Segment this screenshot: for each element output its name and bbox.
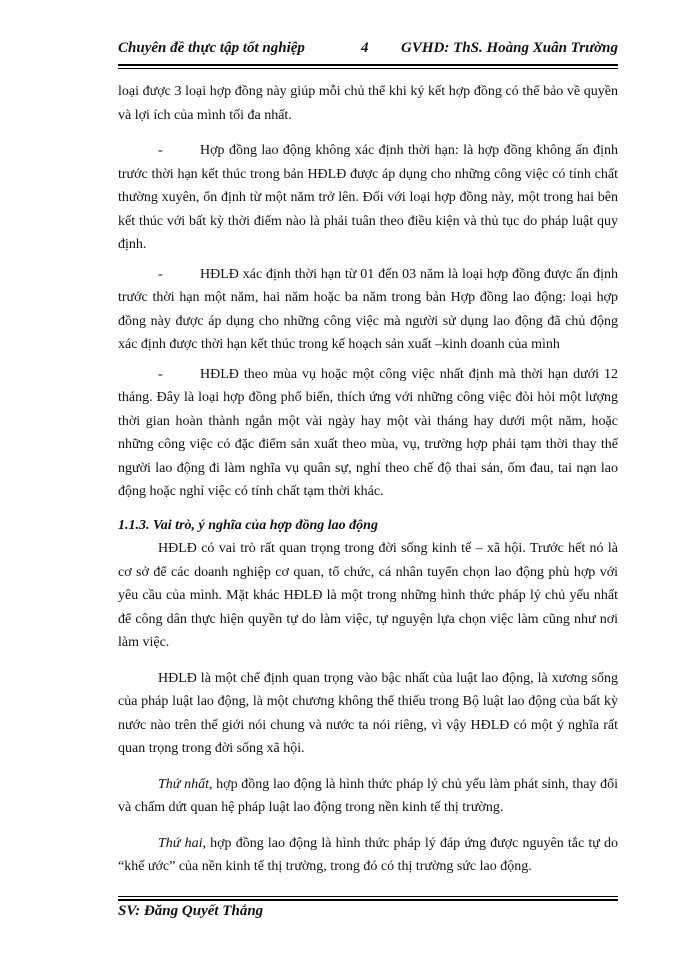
list-item	[118, 139, 618, 257]
paragraph-text: , hợp đồng lao động là hình thức pháp lý chủ yếu làm phát sinh, thay đổi và chấm dứt quan hệ pháp luật lao động trong nền kinh tế thị trường.	[118, 776, 619, 815]
paragraph-lead: Thứ hai	[158, 835, 203, 851]
paragraph: HĐLĐ là một chế định quan trọng vào bậc nhất của luật lao động, là xương sống của pháp luật lao động, là một chương không thể thiếu trong Bộ luật lao động của bất kỳ nước nào trên thế giới nói chung và nước ta nói riêng, vì vậy HĐLĐ có một ý nghĩa rất quan trọng trong đời sống xã hội.	[118, 670, 618, 756]
page-number: 4	[361, 40, 369, 56]
list-item-text: HĐLĐ theo mùa vụ hoặc một công việc nhất định mà thời hạn dưới 12 tháng. Đây là loại hợp đồng phổ biến, thích ứng với những công việc đòi hỏi một lượng thời gian hoàn thành ngắn một vài ngày hay một vài tháng hay dưới một năm, hoặc những công việc có đặc điểm sản xuất theo mùa, vụ, trường hợp phải tạm thời thay thế người lao động đi làm nghĩa vụ quân sự, nghỉ theo chế độ thai sản, ốm đau, tai nạn lao động hoặc nghỉ việc có tính chất tạm thời khác.	[118, 366, 618, 499]
header-advisor: GVHD: ThS. Hoàng Xuân Trường	[401, 40, 618, 56]
list-item-text: HĐLĐ xác định thời hạn từ 01 đến 03 năm là loại hợp đồng được ấn định trước thời hạn một năm, hai năm hoặc ba năm trong bản Hợp đồng lao động: loại hợp đồng này được áp dụng cho những công việc mà người sử dụng lao động đã chủ động xác định được thời hạn kết thúc trong kế hoạch sản xuất –kinh doanh của mình	[118, 266, 618, 352]
paragraph-text: , hợp đồng lao động là hình thức pháp lý đáp ứng được nguyên tắc tự do “khế ước” của nền kinh tế thị trường, trong đó có thị trường sức lao động.	[118, 835, 619, 874]
paragraph-lead: Thứ nhất	[158, 776, 209, 792]
footer-rule-thin	[118, 896, 618, 897]
list-dash: -	[158, 266, 163, 282]
section-heading: 1.1.3. Vai trò, ý nghĩa của hợp đồng lao động	[118, 517, 378, 533]
page-header	[118, 40, 618, 62]
header-rule	[118, 64, 618, 66]
paragraph-continuation: loại được 3 loại hợp đồng này giúp mỗi chủ thể khi ký kết hợp đồng có thể bảo về quyền và lợi ích của mình tối đa nhất.	[118, 84, 618, 123]
paragraph	[118, 832, 618, 879]
header-rule-thin	[118, 68, 618, 69]
list-dash: -	[158, 143, 163, 158]
paragraph: HĐLĐ có vai trò rất quan trọng trong đời sống kinh tế – xã hội. Trước hết nó là cơ sở để các doanh nghiệp cơ quan, tổ chức, cá nhân tuyển chọn lao động phù hợp với yêu cầu của mình. Mặt khác HĐLĐ là một trong những hình thức pháp lý chủ yếu nhất để công dân thực hiện quyền tự do làm việc, tự nguyện lựa chọn việc làm cũng như nơi làm việc.	[118, 541, 618, 650]
header-title: Chuyên đề thực tập tốt nghiệp	[118, 40, 305, 56]
list-item	[118, 363, 618, 504]
list-item-text: Hợp đồng lao động không xác định thời hạn: là hợp đồng không ấn định trước thời hạn kết thúc trong bản HĐLĐ được áp dụng cho những công việc có tính chất thường xuyên, ổn định từ một năm trở lên. Đối với loại hợp đồng này, một trong hai bên kết thúc với bất kỳ thời điểm nào là phải tuân theo điều kiện và thủ tục do pháp luật quy định.	[118, 143, 618, 252]
list-dash: -	[158, 366, 163, 382]
document-body	[118, 80, 618, 879]
footer-rule	[118, 899, 618, 901]
paragraph	[118, 773, 618, 820]
list-item	[118, 263, 618, 357]
page-footer: SV: Đăng Quyết Thắng	[118, 903, 264, 919]
